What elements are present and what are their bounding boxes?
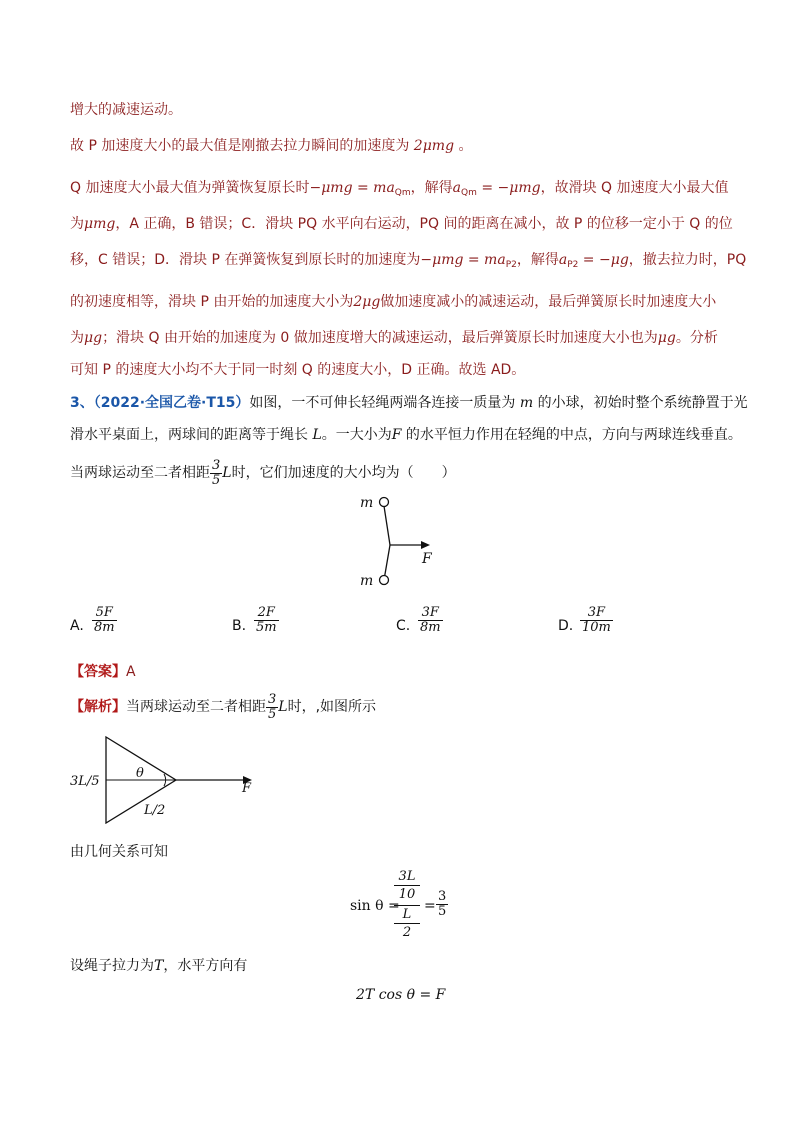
ball-top	[380, 498, 389, 507]
label-m-bottom: m	[360, 573, 374, 589]
label-side: 3L/5	[70, 774, 100, 789]
text-line-2: 故 P 加速度大小的最大值是刚撤去拉力瞬间的加速度为 2μmg 。	[70, 138, 473, 154]
text-line-1: 增大的减速运动。	[70, 102, 182, 118]
analysis-line-2: 由几何关系可知	[70, 844, 168, 860]
text-line-3: Q 加速度大小最大值为弹簧恢复原长时$-\mu mg = ma_{Qm}$，解得$a_{Qm} = -\mu mg$，故滑块 Q 加速度大小最大值	[70, 180, 729, 198]
label-half: L/2	[144, 803, 166, 818]
question-figure	[350, 490, 440, 590]
text-line-6: 的初速度相等，滑块 P 由开始的加速度大小为2μg做加速度减小的减速运动，最后弹簧原长时加速度大小	[70, 294, 717, 310]
rope-upper	[384, 506, 390, 545]
text-line-4: 为μmg，A 正确，B 错误；C．滑块 PQ 水平向右运动，PQ 间的距离在减小，故 P 的位移一定小于 Q 的位	[70, 216, 733, 232]
question-line-3: 当两球运动至二者相距 $\frac{3}{5}$ L时，它们加速度的大小均为（ ）	[70, 457, 456, 488]
option-d[interactable]: D. $\frac{3F}{10m}$	[558, 605, 611, 635]
option-b[interactable]: B. $\frac{2F}{5m}$	[232, 605, 277, 635]
rope-lower	[384, 545, 390, 580]
analysis-line-3: 设绳子拉力为T，水平方向有	[70, 958, 248, 974]
label-theta: θ	[136, 766, 144, 781]
option-a[interactable]: A. $\frac{5F}{8m}$	[70, 605, 115, 635]
analysis-figure	[68, 734, 268, 824]
question-line-2: 滑水平桌面上，两球间的距离等于绳长 L。一大小为F 的水平恒力作用在轻绳的中点，方向与两球连线垂直。	[70, 427, 742, 443]
answer-line: 【答案】A	[70, 664, 136, 680]
ball-bottom	[380, 576, 389, 585]
text-line-7: 为μg；滑块 Q 由开始的加速度为 0 做加速度增大的减速运动，最后弹簧原长时加速度大小也为μg。分析	[70, 330, 718, 346]
label-force: F	[422, 551, 432, 567]
label-m-top: m	[360, 495, 374, 511]
fraction-3-5-b: $\frac{3}{5}$	[268, 691, 277, 722]
tension-equation: 2T cos θ = F	[356, 987, 446, 1003]
fraction-3-5: $\frac{3}{5}$	[212, 457, 221, 488]
analysis-line-1: 【解析】当两球运动至二者相距 $\frac{3}{5}$ L时，,如图所示	[70, 691, 377, 722]
text-line-5: 移，C 错误；D．滑块 P 在弹簧恢复到原长时的加速度为$-\mu mg = ma_{P2}$，解得$a_{P2} = -\mu g$，撤去拉力时，PQ	[70, 252, 747, 270]
question-line-1: 3、（2022·全国乙卷·T15）如图，一不可伸长轻绳两端各连接一质量为 m 的小球，初始时整个系统静置于光	[70, 395, 748, 411]
document-page: 增大的减速运动。 故 P 加速度大小的最大值是刚撤去拉力瞬间的加速度为 2μmg 。 Q 加速度大小最大值为弹簧恢复原长时$-\mu mg = ma_{Qm}$，解得$a_{Qm} = -\mu mg$，故滑块 Q 加速度大小最大值 为μmg，A 正确，B 错误；C．滑块 PQ 水平向右运动，PQ 间的距离在减小，故 P 的位移一定小于 Q 的位 移，C 错误；D．滑块 P 在弹簧恢复到原长时的加速度为$-\mu mg = ma_{P2}$，解得$a_{P2} = -\mu g$，撤去拉力时，PQ 的初速度相等，滑块 P 由开始的加速度大小为2μg做加速度减小的减速运动，最后弹簧原长时加速度大小 为μg；滑块 Q 由开始的加速度为 0 做加速度增大的减速运动，最后弹簧原长时加速度大小也为μg。分析 可知 P 的速度大小均不大于同一时刻 Q 的速度大小，D 正确。故选 AD。 3、（2022·全国乙卷·T15）如图，一不可伸长轻绳两端各连接一质量为 m 的小球，初始时整个系统静置于光 滑水平桌面上，两球间的距离等于绳长 L。一大小为F 的水平恒力作用在轻绳的中点，方向与两球连线垂直。 当两球运动至二者相距 $\frac{3}{5}$ L时，它们加速度的大小均为（ ） m m F A. $\frac{5F}{8m}$ B. $\frac{2F}{5m}$ C. $\frac{3F}{8m}$ D. $\frac{3F}{10m}$ 【答案】A 【解析】当两球运动至二者相距 $\frac{3}{5}$ L时，,如图所示 3L/5 θ L/2 F 由几何关系可知 sin θ = 3L 10 L 2 = $\frac{3}{5}$ 设绳子拉力为T，水平方向有 2T cos θ = F	[70, 102, 748, 1003]
force-arrowhead	[421, 541, 430, 549]
label-force: F	[242, 781, 252, 796]
option-c[interactable]: C. $\frac{3F}{8m}$	[396, 605, 441, 635]
text-line-8: 可知 P 的速度大小均不大于同一时刻 Q 的速度大小，D 正确。故选 AD。	[70, 362, 526, 378]
